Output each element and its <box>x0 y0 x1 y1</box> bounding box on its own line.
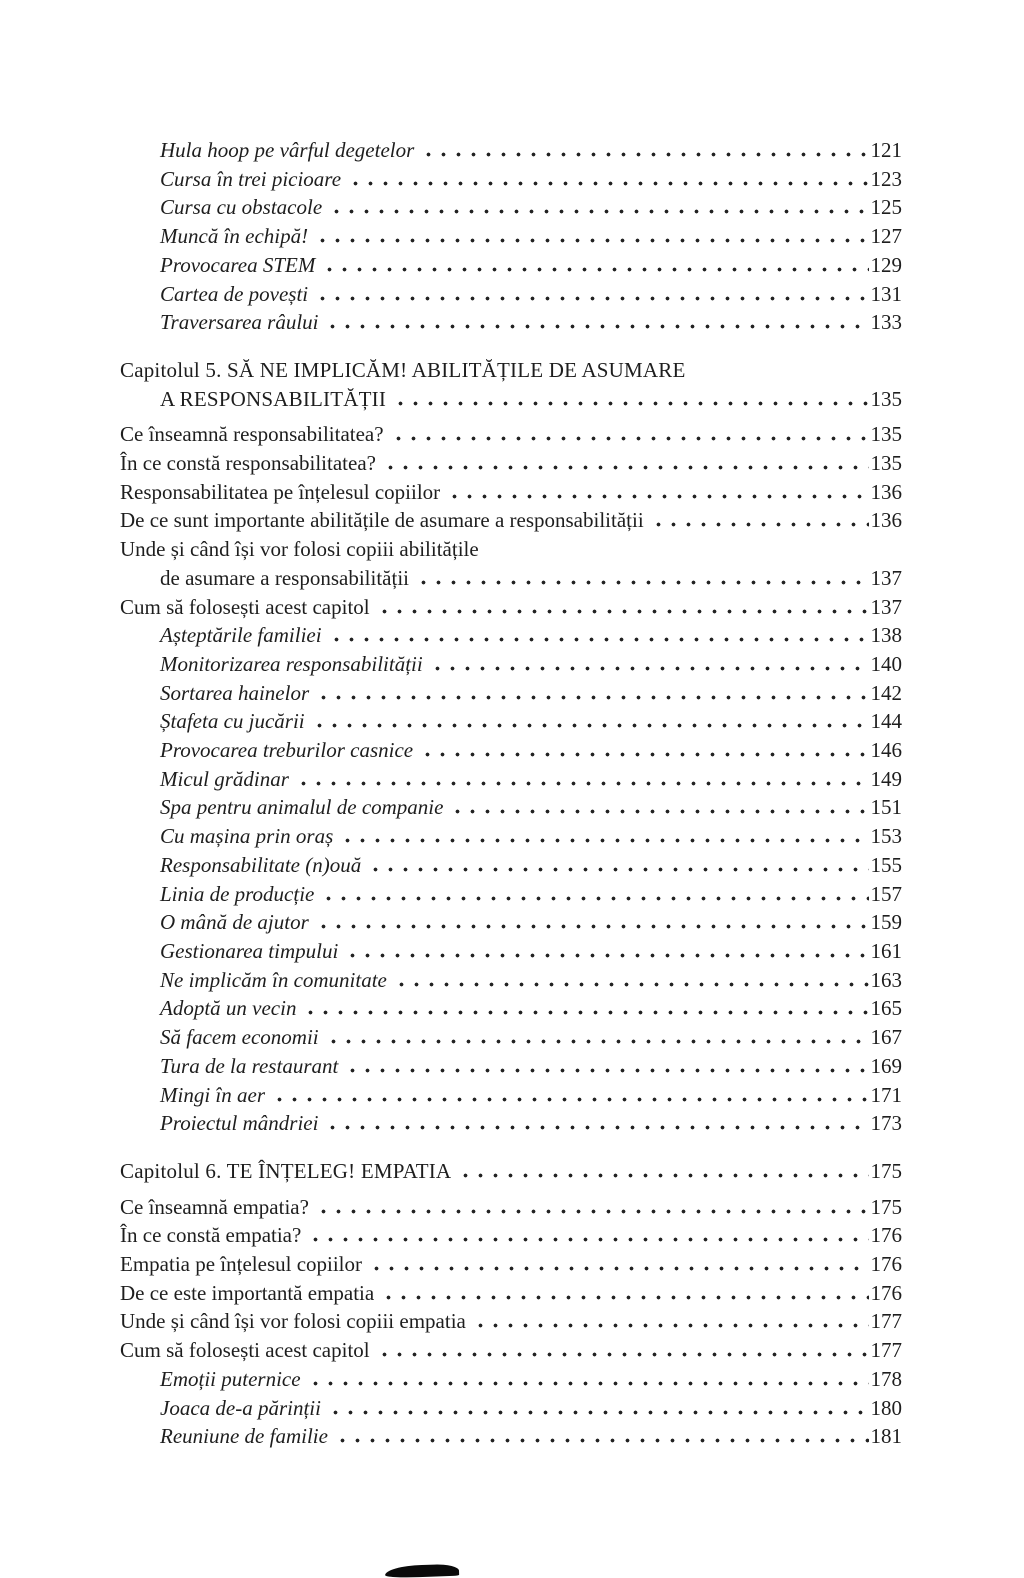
dot-leader <box>303 1010 868 1015</box>
dot-leader <box>340 838 868 843</box>
dot-leader <box>316 1209 869 1214</box>
toc-entry-label: Joaca de-a părinții <box>160 1395 321 1420</box>
toc-entry-label: Capitolul 6. TE ÎNȚELEG! EMPATIA <box>120 1158 452 1183</box>
toc-entry-page: 142 <box>870 680 902 705</box>
toc-entry-page: 127 <box>870 224 902 249</box>
toc-entry-page: 135 <box>870 451 902 476</box>
toc-entry-page: 163 <box>870 967 902 992</box>
dot-leader <box>328 1410 869 1415</box>
toc-entry-label: Cum să folosești acest capitol <box>120 1338 370 1363</box>
toc-entry-label: Responsabilitatea pe înțelesul copiilor <box>120 479 441 504</box>
dot-leader <box>308 1381 869 1386</box>
dot-leader <box>329 209 868 214</box>
toc-entry-line <box>120 1365 902 1394</box>
dot-leader <box>345 953 868 958</box>
toc-entry-label: Cu mașina prin oraș <box>160 824 334 849</box>
dot-leader <box>345 1068 868 1073</box>
toc-entry-label: Micul grădinar <box>160 766 289 791</box>
toc-entry-page: 180 <box>870 1395 902 1420</box>
toc-entry-page: 177 <box>870 1338 902 1363</box>
toc-entry-label: Adoptă un vecin <box>160 996 297 1021</box>
toc-entry-line <box>120 707 902 736</box>
toc-entry-line <box>120 1279 902 1308</box>
toc-entry-label: Empatia pe înțelesul copiilor <box>120 1252 363 1277</box>
toc-entry-label: Ne implicăm în comunitate <box>160 967 387 992</box>
dot-leader <box>391 436 869 441</box>
toc-entry-line <box>120 420 902 449</box>
toc-entry-label: Provocarea treburilor casnice <box>160 738 414 763</box>
toc-entry-page: 144 <box>870 709 902 734</box>
toc-entry-label: Proiectul mândriei <box>160 1111 319 1136</box>
toc-entry-label: Monitorizarea responsabilității <box>160 651 423 676</box>
toc-entry-page: 176 <box>870 1280 902 1305</box>
toc-entry-line <box>120 880 902 909</box>
toc-entry-label: Mingi în aer <box>160 1082 265 1107</box>
dot-leader <box>394 982 869 987</box>
toc-entry-line <box>120 822 902 851</box>
toc-entry-label: Cartea de povești <box>160 281 309 306</box>
toc-entry-label: Cursa în trei picioare <box>160 166 342 191</box>
toc-entry-page: 140 <box>870 651 902 676</box>
dot-leader <box>348 181 868 186</box>
dot-leader <box>369 1266 868 1271</box>
dot-leader <box>316 924 869 929</box>
toc-entry-page: 121 <box>870 138 902 162</box>
toc-entry-line <box>120 736 902 765</box>
dot-leader <box>326 1039 869 1044</box>
toc-entry-page: 135 <box>870 386 902 411</box>
dot-leader <box>335 1438 869 1443</box>
toc-entry-label: Emoții puternice <box>160 1366 301 1391</box>
toc-entry-line <box>120 165 902 194</box>
toc-entry-page: 123 <box>870 166 902 191</box>
toc-entry-label: Gestionarea timpului <box>160 938 339 963</box>
book-page <box>120 136 902 1451</box>
toc-entry-line <box>120 449 902 478</box>
toc-entry-line <box>120 1081 902 1110</box>
toc-entry-label: A RESPONSABILITĂȚII <box>160 386 387 411</box>
toc-entry-page: 129 <box>870 252 902 277</box>
toc-entry-label: Așteptările familiei <box>160 623 322 648</box>
toc-entry-label: Cum să folosești acest capitol <box>120 594 370 619</box>
toc-entry-line <box>120 385 902 414</box>
dot-leader <box>420 752 868 757</box>
toc-entry-page: 171 <box>870 1082 902 1107</box>
toc-entry-page: 137 <box>870 565 902 590</box>
toc-entry-line <box>120 793 902 822</box>
toc-entry-line <box>120 193 902 222</box>
toc-entry-page: 177 <box>870 1309 902 1334</box>
dot-leader <box>430 666 869 671</box>
toc-entry-page: 131 <box>870 281 902 306</box>
dot-leader <box>458 1173 868 1178</box>
toc-entry-page: 159 <box>870 910 902 935</box>
toc-entry-line <box>120 1336 902 1365</box>
toc-entry-page: 169 <box>870 1053 902 1078</box>
toc-entry-page: 175 <box>870 1194 902 1219</box>
toc-entry-line <box>120 1394 902 1423</box>
dot-leader <box>315 238 868 243</box>
dot-leader <box>377 609 869 614</box>
dot-leader <box>421 152 868 157</box>
dot-leader <box>447 494 868 499</box>
toc-entry-line <box>120 765 902 794</box>
dot-leader <box>651 522 869 527</box>
toc-entry-page: 137 <box>870 594 902 619</box>
toc-entry-line <box>120 251 902 280</box>
toc-entry-page: 151 <box>870 795 902 820</box>
toc-entry-page: 138 <box>870 623 902 648</box>
toc-entry-label: Ce înseamnă empatia? <box>120 1194 309 1219</box>
toc-entry-line <box>120 1221 902 1250</box>
toc-entry-page: 146 <box>870 738 902 763</box>
toc-entry-line <box>120 908 902 937</box>
dot-leader <box>322 267 868 272</box>
toc-entry-page: 149 <box>870 766 902 791</box>
toc-entry-line <box>120 1422 902 1451</box>
dot-leader <box>381 1295 868 1300</box>
toc-entry-label: De ce sunt importante abilitățile de asumare a responsabilității <box>120 508 644 533</box>
toc-entry-line <box>120 679 902 708</box>
dot-leader <box>416 580 869 585</box>
toc-entry-label: Muncă în echipă! <box>160 224 309 249</box>
toc-entry-line <box>120 1193 902 1222</box>
dot-leader <box>296 781 869 786</box>
toc-entry-page: 155 <box>870 852 902 877</box>
toc-entry-page: 173 <box>870 1111 902 1136</box>
toc-entry-line <box>120 1307 902 1336</box>
toc-entry-line <box>120 994 902 1023</box>
toc-entry-label: Ce înseamnă responsabilitatea? <box>120 422 384 447</box>
toc-entry-page: 176 <box>870 1223 902 1248</box>
dot-leader <box>393 401 868 406</box>
toc-entry-label: Capitolul 5. SĂ NE IMPLICĂM! ABILITĂȚILE DE ASUMARE <box>120 357 686 382</box>
toc-entry-label: Responsabilitate (n)ouă <box>160 852 362 877</box>
toc-entry-label: Cursa cu obstacole <box>160 195 323 220</box>
toc-entry-line <box>120 650 902 679</box>
toc-entry-line <box>120 564 902 593</box>
toc-entry-label: În ce constă responsabilitatea? <box>120 451 376 476</box>
toc-entry-page: 153 <box>870 824 902 849</box>
scan-artifact <box>385 1564 459 1578</box>
toc-entry-label: De ce este importantă empatia <box>120 1280 375 1305</box>
toc-entry-page: 161 <box>870 938 902 963</box>
toc-entry-line <box>120 356 902 385</box>
dot-leader <box>329 637 869 642</box>
dot-leader <box>312 723 869 728</box>
toc-entry-line <box>120 1023 902 1052</box>
toc-entry-label: Tura de la restaurant <box>160 1053 339 1078</box>
toc-entry-page: 176 <box>870 1252 902 1277</box>
toc-entry-line <box>120 1052 902 1081</box>
toc-entry-line <box>120 136 902 165</box>
toc-entry-line <box>120 535 902 564</box>
toc-entry-label: Spa pentru animalul de companie <box>160 795 444 820</box>
toc-entry-page: 133 <box>870 310 902 335</box>
toc-entry-line <box>120 851 902 880</box>
toc-entry-line <box>120 280 902 309</box>
toc-entry-label: Linia de producție <box>160 881 315 906</box>
toc-entry-page: 135 <box>870 422 902 447</box>
dot-leader <box>450 809 868 814</box>
toc-entry-line <box>120 593 902 622</box>
toc-entry-label: Traversarea râului <box>160 310 319 335</box>
toc-entry-page: 167 <box>870 1025 902 1050</box>
toc-entry-page: 136 <box>870 508 902 533</box>
toc-entry-label: Să facem economii <box>160 1025 319 1050</box>
dot-leader <box>321 896 868 901</box>
toc-entry-page: 175 <box>870 1158 902 1183</box>
dot-leader <box>383 465 869 470</box>
dot-leader <box>368 867 868 872</box>
toc-entry-line <box>120 937 902 966</box>
toc-entry-label: de asumare a responsabilității <box>160 565 409 590</box>
toc-entry-line <box>120 222 902 251</box>
toc-entry-label: Sortarea hainelor <box>160 680 310 705</box>
toc-entry-label: Reuniune de familie <box>160 1424 328 1449</box>
toc-entry-line <box>120 1157 902 1186</box>
toc-entry-line <box>120 621 902 650</box>
toc-entry-line <box>120 308 902 337</box>
toc-entry-line <box>120 966 902 995</box>
toc-entry-page: 181 <box>870 1424 902 1449</box>
toc-entry-label: Hula hoop pe vârful degetelor <box>160 138 415 162</box>
toc-entry-label: În ce constă empatia? <box>120 1223 302 1248</box>
toc-entry-label: Provocarea STEM <box>160 252 316 277</box>
toc-entry-page: 165 <box>870 996 902 1021</box>
toc-entry-label: O mână de ajutor <box>160 910 309 935</box>
toc-entry-page: 136 <box>870 479 902 504</box>
toc-entry-page: 125 <box>870 195 902 220</box>
toc-entry-page: 178 <box>870 1366 902 1391</box>
toc-entry-line <box>120 506 902 535</box>
toc-entry-label: Ștafeta cu jucării <box>160 709 305 734</box>
dot-leader <box>316 695 868 700</box>
dot-leader <box>325 324 868 329</box>
dot-leader <box>377 1352 869 1357</box>
toc-entry-label: Unde și când își vor folosi copiii empatia <box>120 1309 466 1334</box>
toc-entry-line <box>120 1109 902 1138</box>
toc-entry-page: 157 <box>870 881 902 906</box>
toc-entry-line <box>120 478 902 507</box>
toc-entry-line <box>120 1250 902 1279</box>
dot-leader <box>315 296 868 301</box>
dot-leader <box>308 1237 868 1242</box>
dot-leader <box>325 1125 868 1130</box>
toc-entry-label: Unde și când își vor folosi copiii abilitățile <box>120 537 479 562</box>
toc-list <box>120 136 902 1451</box>
dot-leader <box>272 1097 869 1102</box>
dot-leader <box>473 1323 869 1328</box>
